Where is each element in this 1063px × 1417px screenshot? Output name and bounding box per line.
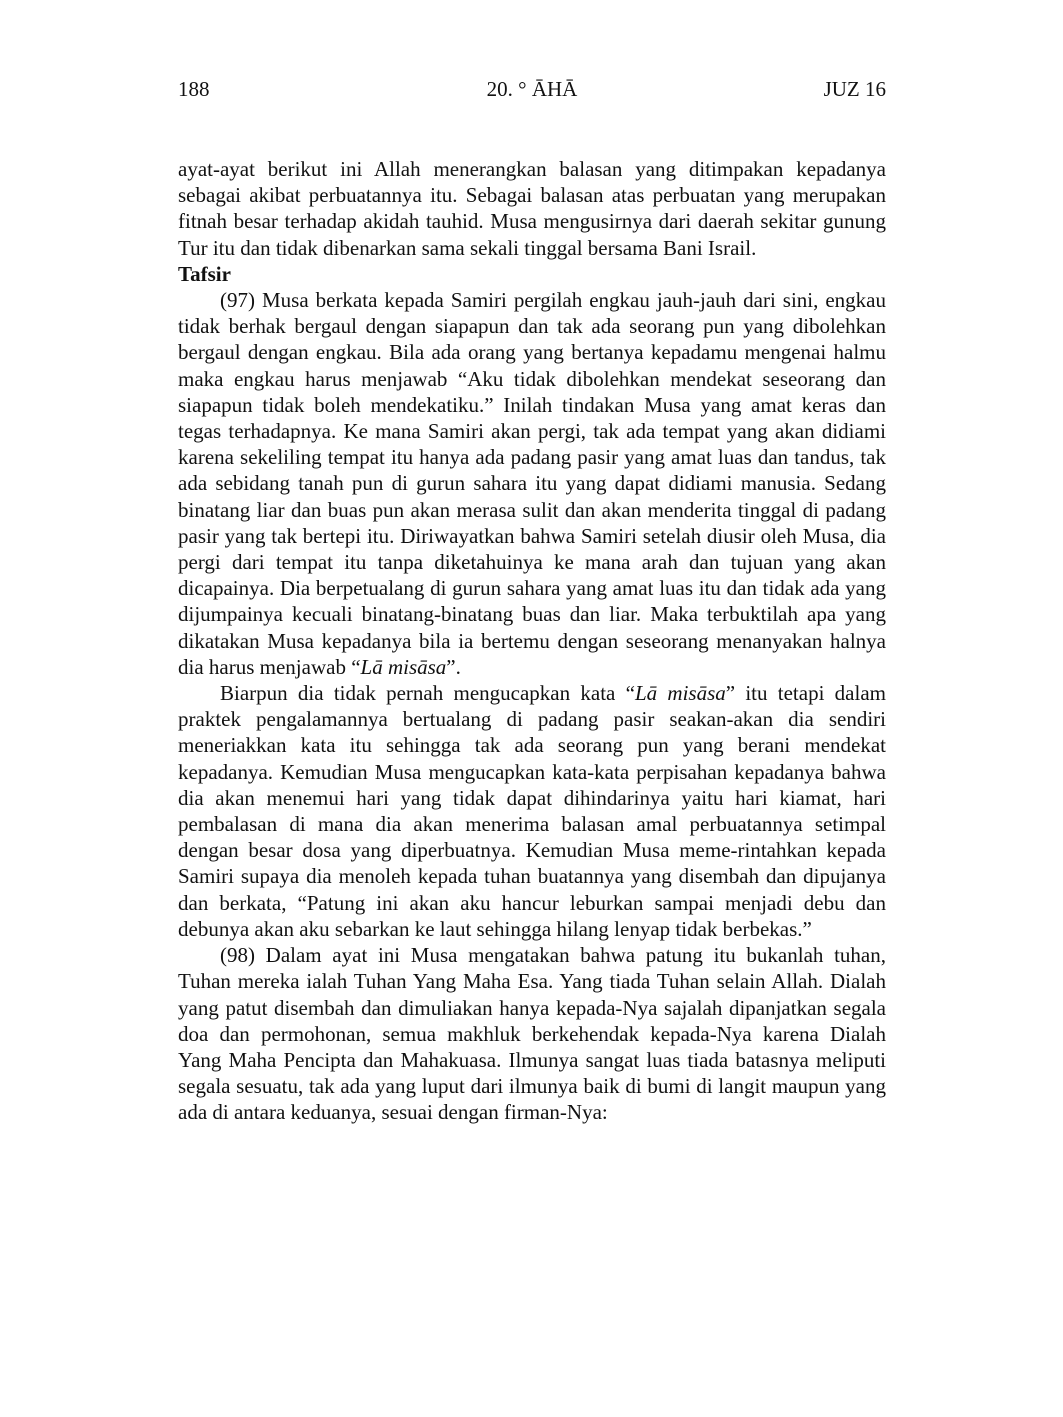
page-header <box>178 74 886 104</box>
verse-97b-start: Biarpun dia tidak pernah mengucapkan kata “ <box>220 681 635 706</box>
page-number: 188 <box>178 77 210 101</box>
verse-97-continuation-paragraph <box>178 680 886 942</box>
chapter-title: 20. ° ĀHĀ <box>486 77 578 101</box>
intro-paragraph: ayat-ayat berikut ini Allah menerangkan balasan yang ditimpakan kepadanya sebagai akibat perbuatannya itu. Sebagai balasan atas perbuatan yang merupakan fitnah besar terhadap akidah tauhid. Musa mengusirnya dari daerah sekitar gunung Tur itu dan tidak dibenarkan sama sekali tinggal bersama Bani Israil. <box>178 157 886 260</box>
verse-97-end: ”. <box>446 654 461 679</box>
page-body <box>178 156 886 1126</box>
verse-97b-term: Lā misāsa <box>634 681 726 706</box>
juz-label: JUZ 16 <box>823 77 886 101</box>
verse-97-paragraph <box>178 287 886 680</box>
section-heading: Tafsir <box>178 261 231 286</box>
verse-97-term: Lā misāsa <box>360 654 447 679</box>
verse-97-text: (97) Musa berkata kepada Samiri pergilah engkau jauh-jauh dari sini, engkau tidak berhak bergaul dengan siapapun dan tak ada seorang pun yang dibolehkan bergaul dengan engkau. Bila ada orang yang bertanya kepadamu mengenai halmu maka engkau harus menjawab “Aku tidak dibolehkan mendekat seseorang dan siapapun tidak boleh mendekatiku.” Inilah tindakan Musa yang amat keras dan tegas terhadapnya. Ke mana Samiri akan pergi, tak ada tempat yang akan didiami karena sekeliling tempat itu hanya ada padang pasir yang amat luas dan tandus, tak ada sebidang tanah pun di gurun sahara itu yang dapat didiami manusia. Sedang binatang liar dan buas pun akan merasa sulit dan akan menderita tinggal di padang pasir yang tak bertepi itu. Diriwayatkan bahwa Samiri setelah diusir oleh Musa, dia pergi dari tempat itu tanpa diketahuinya ke mana arah dan tujuan yang akan dicapainya. Dia berpetualang di gurun sahara yang amat luas itu dan tidak ada yang dijumpainya kecuali binatang-binatang buas dan liar. Maka terbuktilah apa yang dikatakan Musa kepadanya bila ia bertemu dengan seseorang menanyakan halnya dia harus menjawab “ <box>178 288 886 679</box>
verse-98-paragraph: (98) Dalam ayat ini Musa mengatakan bahwa patung itu bukanlah tuhan, Tuhan mereka ialah Tuhan Yang Maha Esa. Yang tiada Tuhan selain Allah. Dialah yang patut disembah dan dimuliakan hanya kepada-Nya sajalah dipanjatkan segala doa dan permohonan, semua makhluk berkehendak kepada-Nya karena Dialah Yang Maha Pencipta dan Mahakuasa. Ilmunya sangat luas tiada batasnya meliputi segala sesuatu, tak ada yang luput dari ilmunya baik di bumi di langit maupun yang ada di antara keduanya, sesuai dengan firman-Nya: <box>178 943 886 1125</box>
verse-97b-text: ” itu tetapi dalam praktek pengalamannya bertualang di padang pasir seakan-akan dia sendiri meneriakkan kata itu sehingga tak ada seorang pun yang berani mendekat kepadanya. Kemudian Musa mengucapkan kata-kata perpisahan kepadanya bahwa dia akan menemui hari yang tidak dapat dihindarinya yaitu hari kiamat, hari pembalasan di mana dia akan menerima balasan amal perbuatannya setimpal dengan besar dosa yang diperbuatnya. Kemudian Musa meme-rintahkan kepada Samiri supaya dia menoleh kepada tuhan buatannya yang disembah dan dipujanya dan berkata, “Patung ini akan aku hancur leburkan sampai menjadi debu dan debunya akan aku sebarkan ke laut sehingga hilang lenyap tidak berbekas.” <box>178 681 886 941</box>
